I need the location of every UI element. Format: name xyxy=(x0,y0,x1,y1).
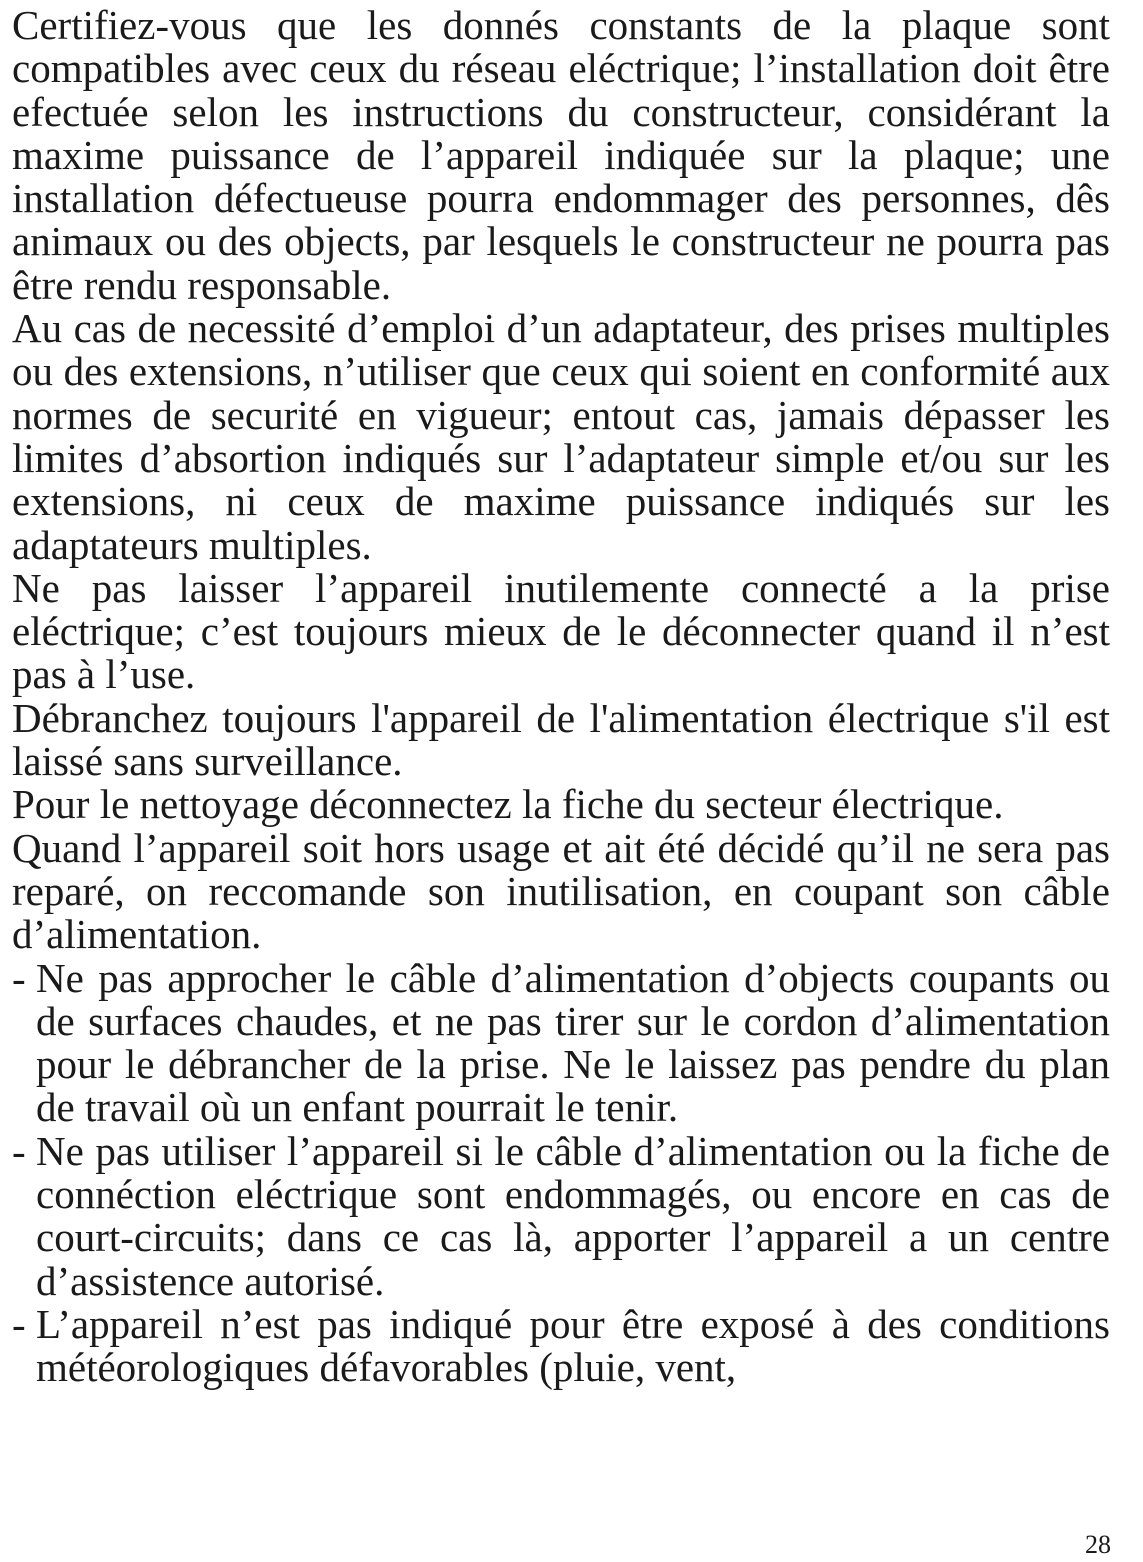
paragraph-cleaning: Pour le nettoyage déconnectez la fiche du secteur électrique. xyxy=(12,781,1004,828)
bullet-item-cable-safety xyxy=(12,954,1110,1131)
paragraph-plate-compatibility: Certifiez-vous que les donnés constants de la plaque sont compatibles avec ceux du réseau eléctrique; l’installation doit être efectuée selon les instructions du constructeur, considérant la maxime puissance de l’appareil indiquée sur la plaque; une installation défectueuse pourra endommager des personnes, dês animaux ou des objects, par lesquels le constructeur ne pourra pas être rendu responsable. xyxy=(12,2,1110,308)
paragraph-disconnect-when-unused: Ne pas laisser l’appareil inutilemente connecté a la prise eléctrique; c’est toujours mieux de le déconnecter quand il n’est pas à l’use. xyxy=(12,564,1110,698)
bullet-item-weather xyxy=(12,1300,1110,1391)
bullet-text: L’appareil n’est pas indiqué pour être exposé à des conditions météorologiques défavorables (pluie, vent, xyxy=(36,1300,1110,1391)
bullet-dash: - xyxy=(12,1127,26,1174)
bullet-dash: - xyxy=(12,1300,26,1347)
bullet-item-damaged-cable xyxy=(12,1127,1110,1304)
bullet-text: Ne pas approcher le câble d’alimentation d’objects coupants ou de surfaces chaudes, et ne pas tirer sur le cordon d’alimentation pour le débrancher de la prise. Ne le laissez pas pendre du plan de travail où un enfant pourrait le tenir. xyxy=(36,954,1110,1131)
paragraph-out-of-use: Quand l’appareil soit hors usage et ait été décidé qu’il ne sera pas reparé, on reccomande son inutilisation, en coupant son câble d’alimentation. xyxy=(12,824,1110,958)
page-number: 28 xyxy=(1085,1530,1111,1559)
paragraph-adapters: Au cas de necessité d’emploi d’un adaptateur, des prises multiples ou des extensions, n’utiliser que ceux qui soient en conformité aux normes de securité en vigueur; entout cas, jamais dépasser les limites d’absortion indiqués sur l’adaptateur simple et/ou sur les extensions, ni ceux de maxime puissance indiqués sur les adaptateurs multiples. xyxy=(12,305,1110,568)
bullet-text: Ne pas utiliser l’appareil si le câble d’alimentation ou la fiche de connéction eléctrique sont endommagés, ou encore en cas de court-circuits; dans ce cas là, apporter l’appareil a un centre d’assistence autorisé. xyxy=(36,1127,1110,1304)
paragraph-unattended: Débranchez toujours l'appareil de l'alimentation électrique s'il est laissé sans surveillance. xyxy=(12,694,1110,785)
document-page xyxy=(12,4,1110,1390)
bullet-dash: - xyxy=(12,954,26,1001)
